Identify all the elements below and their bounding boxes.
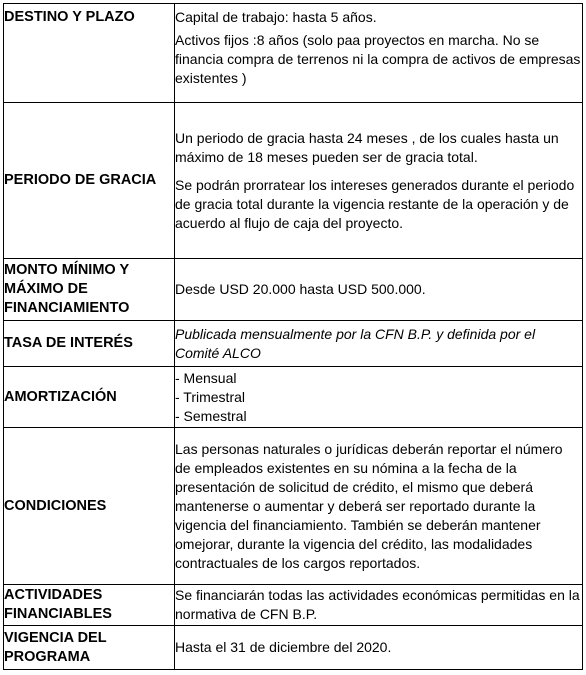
row-label-tasa-de-interes: TASA DE INTERÉS bbox=[4, 321, 175, 367]
table-row bbox=[4, 428, 583, 585]
row-label-destino-y-plazo: DESTINO Y PLAZO bbox=[4, 4, 175, 103]
row-label-monto: MONTO MÍNIMO Y MÁXIMO DE FINANCIAMIENTO bbox=[4, 259, 175, 321]
row-label-actividades-financiables: ACTIVIDADES FINANCIABLES bbox=[4, 585, 175, 626]
row-label-periodo-de-gracia: PERIODO DE GRACIA bbox=[4, 103, 175, 259]
row-value-condiciones: Las personas naturales o jurídicas deberán reportar el número de empleados existentes en su nómina a la fecha de la presentación de solicitud de crédito, el mismo que deberá mantenerse o aumentar y deberá ser reportado durante la vigencia del financiamiento. También se deberán mantener omejorar, durante la vigencia del crédito, las modalidades contractuales de los cargos reportados. bbox=[175, 428, 583, 585]
gracia-prorrateo-text: Se podrán prorratear los intereses generados durante el periodo de gracia total durante la vigencia restante de la operación y de acuerdo al flujo de caja del proyecto. bbox=[175, 176, 575, 231]
table-row bbox=[4, 321, 583, 367]
paragraph-gap bbox=[175, 167, 582, 176]
row-value-monto: Desde USD 20.000 hasta USD 500.000. bbox=[175, 259, 583, 321]
destino-activos-text: Activos fijos :8 años (solo paa proyectos en marcha. No se financia compra de terrenos ni la compra de activos de empresas existentes ) bbox=[175, 32, 581, 86]
amortizacion-item-trimestral: - Trimestral bbox=[175, 388, 245, 405]
amortizacion-item-mensual: - Mensual bbox=[175, 369, 237, 386]
table-row bbox=[4, 259, 583, 321]
terms-table bbox=[3, 3, 583, 670]
row-label-amortizacion: AMORTIZACIÓN bbox=[4, 367, 175, 428]
row-label-vigencia: VIGENCIA DEL PROGRAMA bbox=[4, 626, 175, 670]
amortizacion-item-semestral: - Semestral bbox=[175, 407, 247, 424]
table-row bbox=[4, 585, 583, 626]
row-label-condiciones: CONDICIONES bbox=[4, 428, 175, 585]
row-value-destino-y-plazo bbox=[175, 4, 583, 103]
table-row bbox=[4, 103, 583, 259]
row-value-vigencia: Hasta el 31 de diciembre del 2020. bbox=[175, 626, 583, 670]
row-value-periodo-de-gracia bbox=[175, 103, 583, 259]
gracia-periodo-text: Un periodo de gracia hasta 24 meses , de los cuales hasta un máximo de 18 meses pueden ser de gracia total. bbox=[175, 129, 559, 165]
table-row bbox=[4, 367, 583, 428]
row-value-amortizacion bbox=[175, 367, 583, 428]
row-value-tasa-de-interes: Publicada mensualmente por la CFN B.P. y definida por el Comité ALCO bbox=[175, 321, 583, 367]
row-value-actividades-financiables: Se financiarán todas las actividades económicas permitidas en la normativa de CFN B.P. bbox=[175, 585, 583, 626]
destino-capital-text: Capital de trabajo: hasta 5 años. bbox=[175, 9, 377, 25]
table-row bbox=[4, 4, 583, 103]
table-row bbox=[4, 626, 583, 670]
